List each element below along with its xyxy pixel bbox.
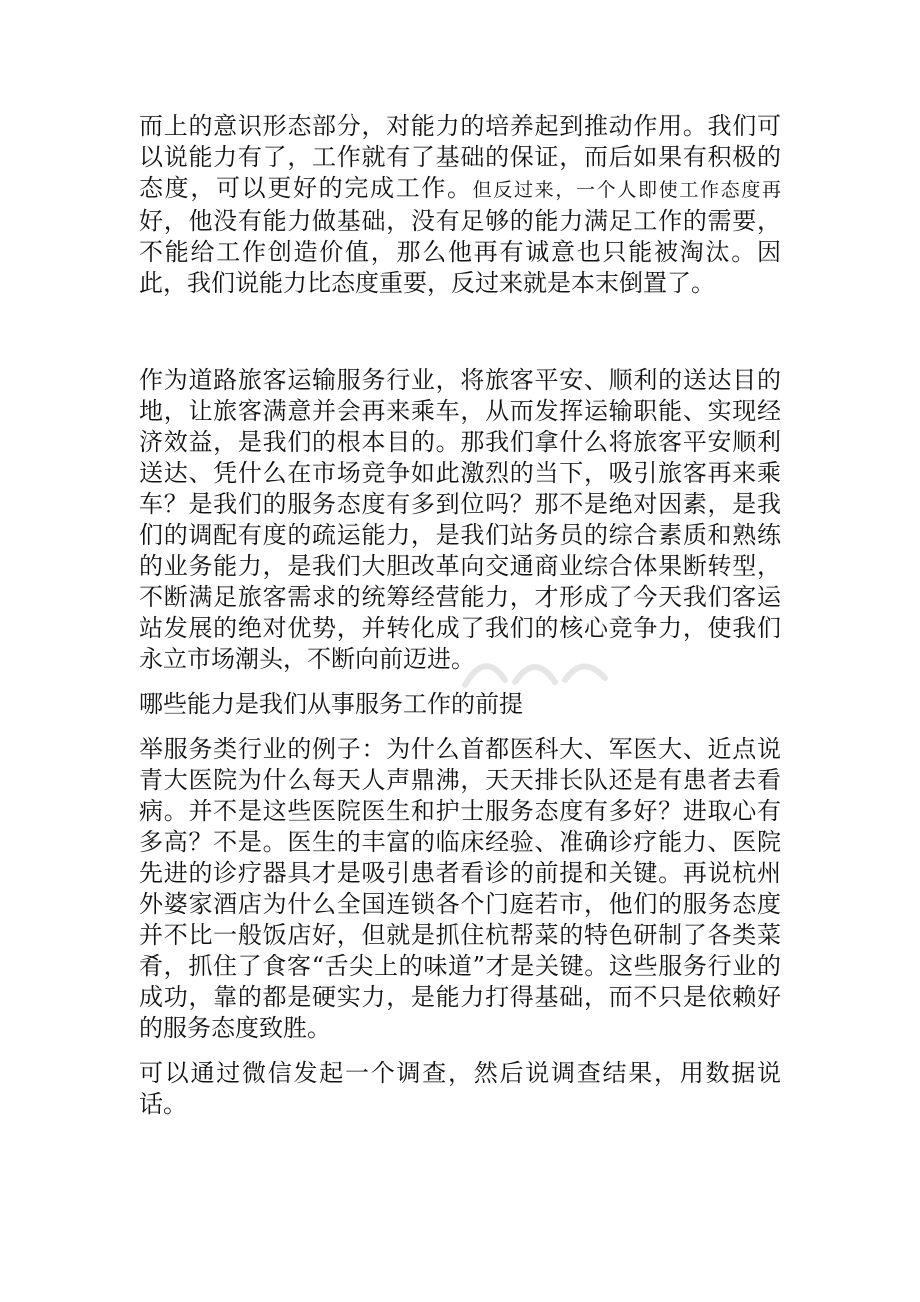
paragraph-passenger-transport	[139, 365, 781, 675]
paragraph-wechat-survey	[139, 1058, 781, 1120]
document-body	[139, 111, 781, 1120]
paragraph-text: 哪些能力是我们从事服务工作的前提	[139, 690, 523, 718]
paragraph-text: 好，他没有能力做基础，没有足够的能力满足工作的需要，不能给工作创造价值，那么他再有诚意也只能被淘汰。因此，我们说能力比态度重要，反过来就是本末倒置了。	[139, 207, 781, 297]
paragraph-text: 而上的意识形态部分，对能力的培养起到推动作用。我们可以说能力有了，工作就有了基础的保证，而后如果有积极的态度，可以更好的完成工作。	[139, 112, 781, 202]
paragraph-heading-prerequisite-abilities	[139, 689, 781, 720]
paragraph-text: 作为道路旅客运输服务行业，将旅客平安、顺利的送达目的地，让旅客满意并会再来乘车，从而发挥运输职能、实现经济效益，是我们的根本目的。那我们拿什么将旅客平安顺利送达、凭什么在市场竞争如此激烈的当下，吸引旅客再来乘车？是我们的服务态度有多到位吗？那不是绝对因素，是我们的调配有度的疏运能力，是我们站务员的综合素质和熟练的业务能力，是我们大胆改革向交通商业综合体果断转型，不断满足旅客需求的统筹经营能力，才形成了今天我们客运站发展的绝对优势，并转化成了我们的核心竞争力，使我们永立市场潮头，不断向前迈进。	[139, 366, 781, 673]
paragraph-service-industry-examples	[139, 734, 781, 1044]
paragraph-capability-vs-attitude	[139, 111, 781, 299]
paragraph-text-small: 但反过来，一个人即使工作态度再	[472, 179, 781, 201]
paragraph-text: 可以通过微信发起一个调查，然后说调查结果，用数据说话。	[139, 1059, 781, 1118]
paragraph-text: 举服务类行业的例子：为什么首都医科大、军医大、近点说青大医院为什么每天人声鼎沸，天天排长队还是有患者去看病。并不是这些医院医生和护士服务态度有多好？进取心有多高？不是。医生的丰富的临床经验、准确诊疗能力、医院先进的诊疗器具才是吸引患者看诊的前提和关键。再说杭州外婆家酒店为什么全国连锁各个门庭若市，他们的服务态度并不比一般饭店好，但就是抓住杭帮菜的特色研制了各类菜肴，抓住了食客“舌尖上的味道”才是关键。这些服务行业的成功，靠的都是硬实力，是能力打得基础，而不只是依赖好的服务态度致胜。	[139, 735, 781, 1042]
